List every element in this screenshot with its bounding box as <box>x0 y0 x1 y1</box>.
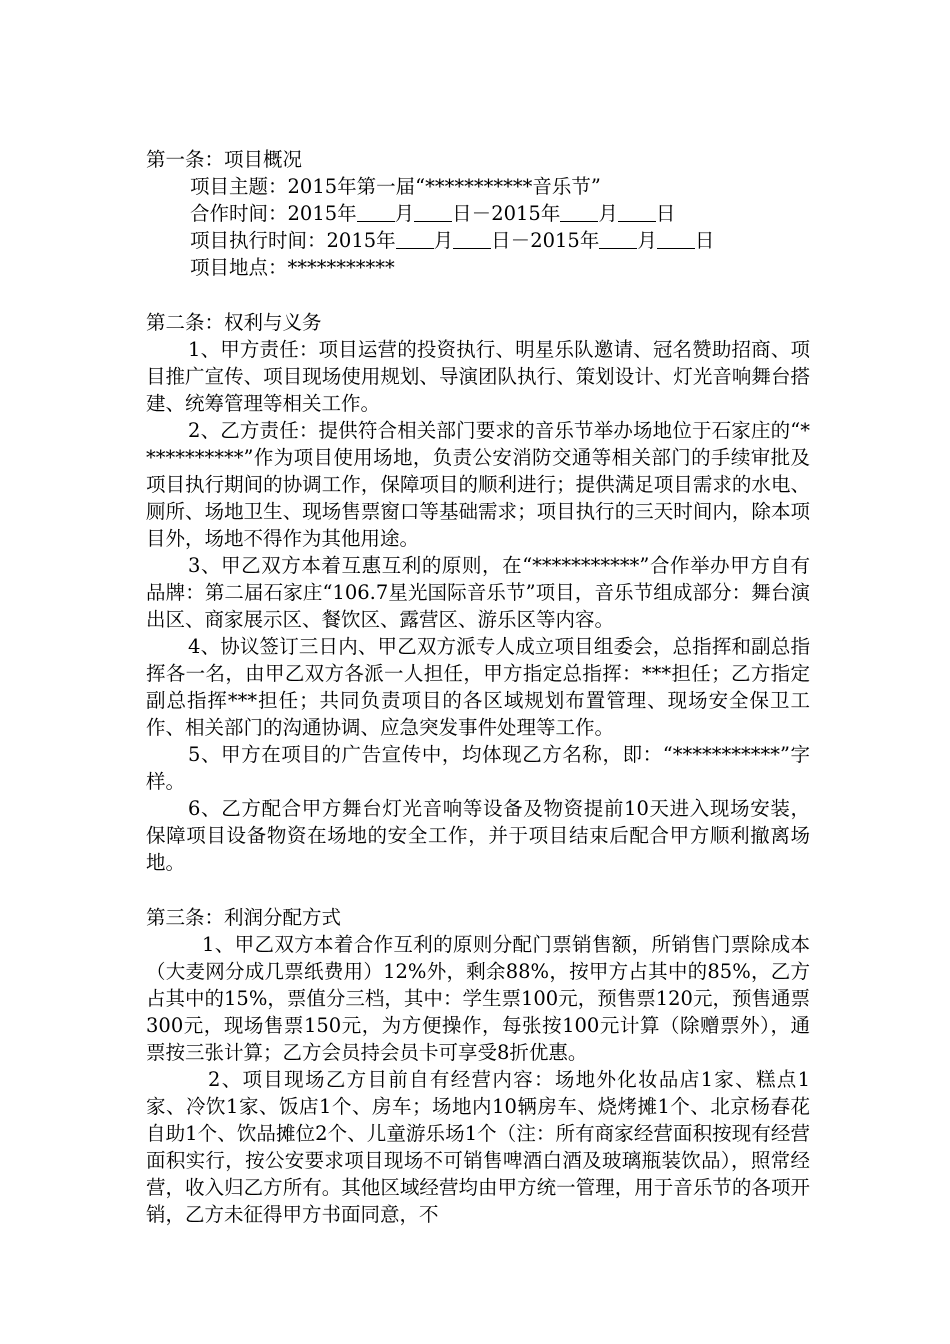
coop-label: 合作时间： <box>190 202 288 225</box>
document-page <box>146 146 810 1228</box>
project-theme: 项目主题：2015年第一届“***********音乐节” <box>190 175 601 198</box>
coop-day-end: 日 <box>655 202 676 225</box>
section-2-heading: 第二条：权利与义务 <box>146 311 322 334</box>
exec-month-start: 月 <box>433 229 454 252</box>
blank-line <box>657 229 695 249</box>
exec-year-end: 2015年 <box>530 229 600 252</box>
blank-line <box>396 229 434 249</box>
coop-year-start: 2015年 <box>287 202 357 225</box>
blank-line <box>599 229 637 249</box>
section-2-item-3: 3、甲乙双方本着互惠互利的原则，在“***********”合作举办甲方自有品牌：第二届石家庄“106.7星光国际音乐节”项目，音乐节组成部分：舞台演出区、商家展示区、餐饮区、露营区、游乐区等内容。 <box>146 554 810 631</box>
section-3-item-1: 1、甲乙双方本着合作互利的原则分配门票销售额，所销售门票除成本（大麦网分成几票纸费用）12%外，剩余88%，按甲方占其中的85%，乙方占其中的15%，票值分三档，其中：学生票100元，预售票120元，预售通票300元，现场售票150元，为方便操作，每张按100元计算（除赠票外），通票按三张计算；乙方会员持会员卡可享受8折优惠。 <box>146 933 810 1064</box>
section-3-heading: 第三条：利润分配方式 <box>146 906 342 929</box>
blank-line <box>560 202 598 222</box>
project-location: 项目地点：*********** <box>190 256 395 279</box>
section-2-item-2: 2、乙方责任：提供符合相关部门要求的音乐节举办场地位于石家庄的“***********”作为项目使用场地，负责公安消防交通等相关部门的手续审批及项目执行期间的协调工作，保障项目的顺利进行；提供满足项目需求的水电、厕所、场地卫生、现场售票窗口等基础需求；项目执行的三天时间内，除本项目外，场地不得作为其他用途。 <box>146 419 810 550</box>
blank-line <box>357 202 395 222</box>
section-2-item-6: 6、乙方配合甲方舞台灯光音响等设备及物资提前10天进入现场安装，保障项目设备物资在场地的安全工作，并于项目结束后配合甲方顺利撤离场地。 <box>146 797 810 874</box>
exec-label: 项目执行时间： <box>190 229 327 252</box>
section-2-item-5: 5、甲方在项目的广告宣传中，均体现乙方名称，即：“***********”字样。 <box>146 743 810 793</box>
blank-line <box>618 202 656 222</box>
section-3-item-2: 2、项目现场乙方目前自有经营内容：场地外化妆品店1家、糕点1家、冷饮1家、饭店1个、房车；场地内10辆房车、烧烤摊1个、北京杨春花自助1个、饮品摊位2个、儿童游乐场1个（注：所有商家经营面积按现有经营面积实行，按公安要求项目现场不可销售啤酒白酒及玻璃瓶装饮品），照常经营，收入归乙方所有。其他区域经营均由甲方统一管理，用于音乐节的各项开销，乙方未征得甲方书面同意，不 <box>146 1068 810 1226</box>
blank-line <box>414 202 452 222</box>
section-2-item-4: 4、协议签订三日内、甲乙双方派专人成立项目组委会，总指挥和副总指挥各一名，由甲乙双方各派一人担任，甲方指定总指挥：***担任；乙方指定副总指挥***担任；共同负责项目的各区域规划布置管理、现场安全保卫工作、相关部门的沟通协调、应急突发事件处理等工作。 <box>146 635 810 739</box>
section-gap <box>146 281 810 309</box>
coop-year-end: 2015年 <box>491 202 561 225</box>
section-1-heading: 第一条：项目概况 <box>146 148 303 171</box>
coop-month-start: 月 <box>394 202 415 225</box>
exec-month-end: 月 <box>637 229 657 252</box>
coop-day-start: 日－ <box>452 202 492 225</box>
blank-line <box>453 229 491 249</box>
cooperation-time <box>146 200 810 227</box>
coop-month-end: 月 <box>598 202 618 225</box>
exec-day-start: 日－ <box>491 229 531 252</box>
exec-day-end: 日 <box>694 229 715 252</box>
execution-time <box>146 227 810 254</box>
section-2-item-1: 1、甲方责任：项目运营的投资执行、明星乐队邀请、冠名赞助招商、项目推广宣传、项目现场使用规划、导演团队执行、策划设计、灯光音响舞台搭建、统筹管理等相关工作。 <box>146 338 810 415</box>
exec-year-start: 2015年 <box>326 229 396 252</box>
section-gap <box>146 876 810 904</box>
